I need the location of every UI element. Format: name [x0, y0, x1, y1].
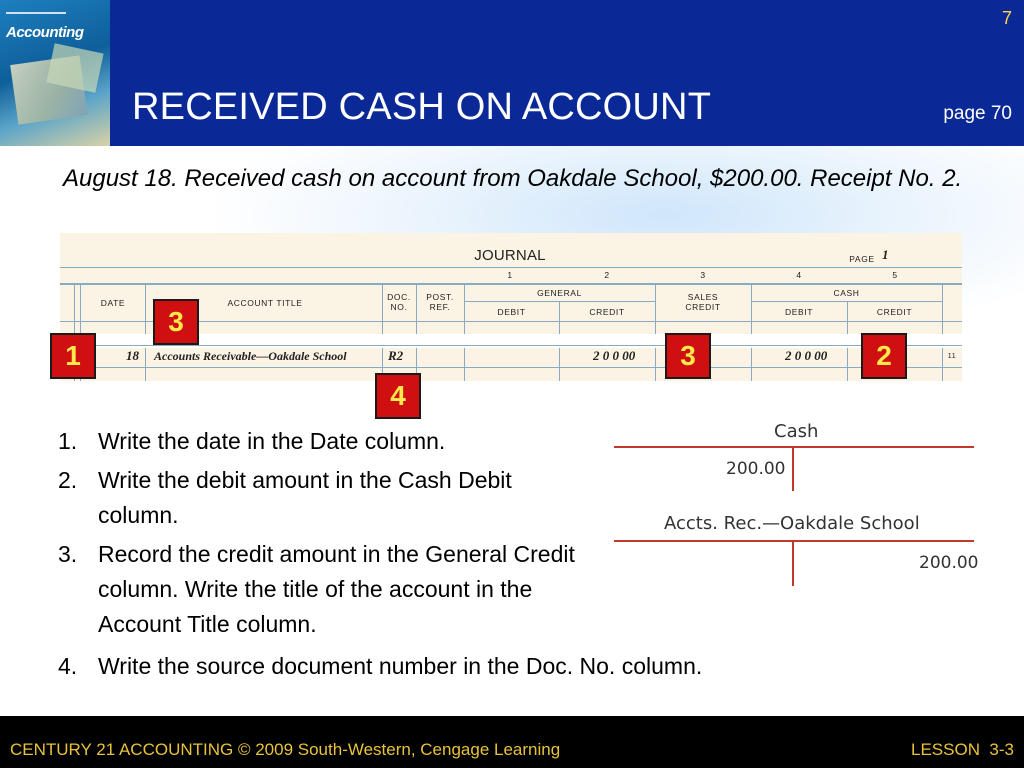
- entry-account-title: Accounts Receivable—Oakdale School: [154, 349, 347, 363]
- t-account-cash-debit: 200.00: [726, 459, 786, 479]
- entry-day: 18: [126, 348, 139, 363]
- column-number-2: 2: [604, 270, 610, 280]
- column-number-4: 4: [796, 270, 802, 280]
- journal-number-rule: [60, 267, 962, 268]
- column-number-1: 1: [507, 270, 513, 280]
- footer-copyright: CENTURY 21 ACCOUNTING © 2009 South-Western, Cengage Learning: [10, 740, 561, 759]
- header-general: GENERAL: [537, 288, 582, 298]
- header-cash-debit: DEBIT: [784, 307, 814, 317]
- slide-number: 7: [1001, 8, 1012, 28]
- callout-badge-4: 4: [375, 373, 421, 419]
- instruction-item: [58, 424, 618, 459]
- t-accounts: [612, 418, 979, 588]
- header-cash-credit: CREDIT: [876, 307, 913, 317]
- cover-stripe: [6, 12, 66, 14]
- t-account-cash-vline: [792, 446, 794, 491]
- entry-bottom-rule: [60, 367, 962, 368]
- instruction-number: 1.: [58, 428, 78, 454]
- t-account-ar-name: Accts. Rec.—Oakdale School: [664, 513, 920, 534]
- header-account-title: ACCOUNT TITLE: [227, 298, 303, 308]
- t-account-ar-credit: 200.00: [919, 553, 979, 573]
- page-reference: page 70: [943, 103, 1012, 124]
- header-general-debit: DEBIT: [497, 307, 526, 317]
- callout-badge-1: 1: [50, 333, 96, 379]
- transaction-description: August 18. Received cash on account from Oakdale School, $200.00. Receipt No. 2.: [63, 165, 963, 192]
- slide-title: RECEIVED CASH ON ACCOUNT: [132, 86, 712, 128]
- instruction-item: [58, 537, 618, 642]
- t-account-cash-name: Cash: [774, 421, 819, 442]
- instruction-list: [58, 424, 618, 646]
- group-rule: [464, 301, 655, 302]
- t-account-ar-hline: [614, 540, 974, 542]
- footer-lesson: LESSON 3-3: [911, 740, 1014, 759]
- instruction-number: 3.: [58, 541, 78, 567]
- slide-header: [0, 0, 1024, 146]
- textbook-cover-image: [0, 0, 110, 146]
- instruction-text: Record the credit amount in the General Credit column. Write the title of the account in the Account Title column.: [98, 541, 575, 637]
- instruction-text: Write the source document number in the Doc. No. column.: [98, 653, 703, 679]
- entry-top-rule: [60, 345, 962, 346]
- instruction-item: [58, 463, 618, 533]
- entry-doc-no: R2: [388, 348, 404, 363]
- entry-line-number: 11: [947, 353, 957, 360]
- journal-page-number: 1: [882, 247, 889, 262]
- column-number-3: 3: [700, 270, 706, 280]
- header-post-ref: POST. REF.: [426, 292, 454, 312]
- instruction-number: 4.: [58, 653, 78, 679]
- header-cash: CASH: [833, 288, 860, 298]
- callout-badge-2: 2: [861, 333, 907, 379]
- journal-title: JOURNAL: [474, 247, 546, 264]
- instruction-number: 2.: [58, 467, 78, 493]
- group-rule: [751, 301, 942, 302]
- cover-title: Accounting: [6, 24, 84, 41]
- instruction-text: Write the debit amount in the Cash Debit column.: [98, 467, 512, 528]
- entry-general-credit: 2 0 0 00: [593, 348, 636, 363]
- t-account-cash-hline: [614, 446, 974, 448]
- instruction-text: Write the date in the Date column.: [98, 428, 446, 454]
- journal-page-label: PAGE: [849, 254, 875, 264]
- entry-cash-debit: 2 0 0 00: [785, 348, 828, 363]
- callout-badge-3-account: 3: [153, 299, 199, 345]
- header-sales-credit: SALES CREDIT: [685, 292, 721, 312]
- journal-top-rule: [60, 283, 962, 285]
- header-date: DATE: [100, 298, 126, 308]
- callout-badge-3-credit: 3: [665, 333, 711, 379]
- header-general-credit: CREDIT: [589, 307, 625, 317]
- t-account-ar-vline: [792, 540, 794, 586]
- slide-footer: [0, 716, 1024, 768]
- instruction-item: [58, 653, 958, 680]
- header-doc-no: DOC. NO.: [387, 292, 411, 312]
- column-number-5: 5: [892, 270, 898, 280]
